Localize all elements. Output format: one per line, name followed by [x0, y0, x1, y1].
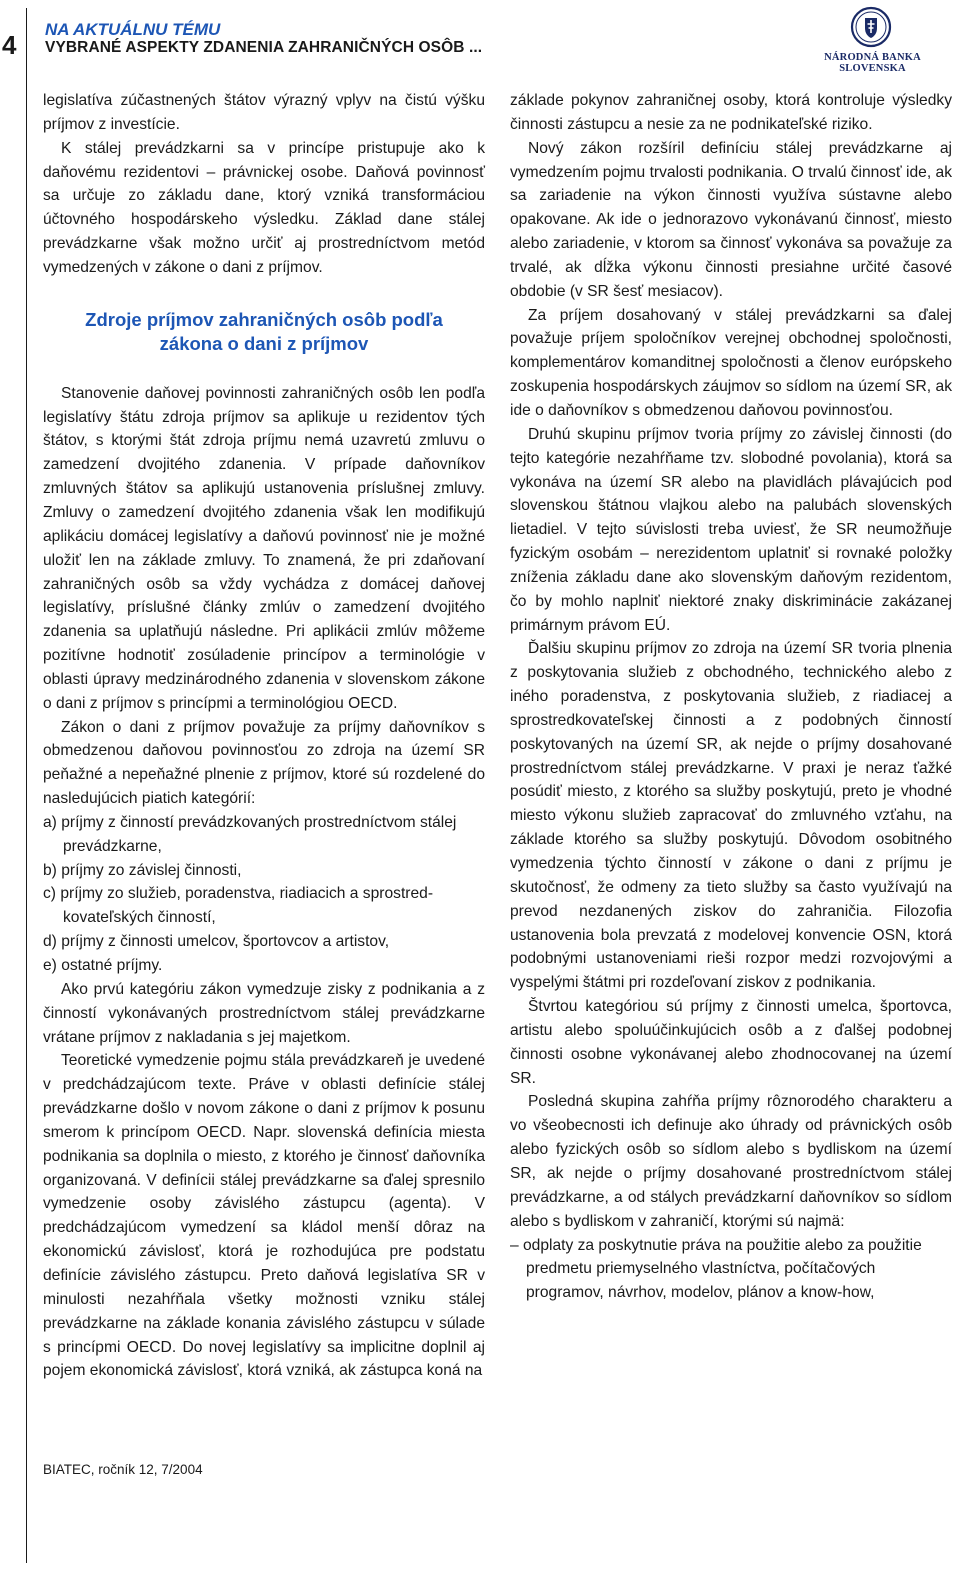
- income-categories-list: [43, 811, 485, 978]
- paragraph: Ďalšiu skupinu príjmov zo zdroja na území SR tvoria plnenia z poskytovania služieb z obchodného, technického alebo z iného poradenstva, z poskytovania služieb, z riadiacej a sprostredkovateľskej činnosti a z podobných činností poskytovaných na území SR, ak nejde o príjmy dosahované prostredníctvom stálej prevádzkarne. V praxi je neraz ťažké posúdiť miesto, z ktorého sa služby poskytujú, preto je vhodné miesto výkonu služieb zapracovať do zmluvného vzťahu, na základe ktorého sa služby poskytujú. Dôvodom osobitného vymedzenia týchto činností v zákone o dani z príjmu je skutočnosť, že odmeny za tieto služby sa často využívajú na prevod nezdanených ziskov do zahraničia. Filozofia ustanovenia bola prevzatá z modelovej konvencie OSN, ktorá podobnými ustanoveniami rieši rozpor medzi rozvojovými a vyspelými štátmi pri rozdeľovaní ziskov z podnikania.: [510, 640, 952, 992]
- margin-rule: [26, 8, 27, 1563]
- footer-citation: BIATEC, ročník 12, 7/2004: [43, 1462, 203, 1477]
- page-number: 4: [2, 30, 17, 60]
- list-item: e) ostatné príjmy.: [43, 957, 163, 974]
- paragraph: Za príjem dosahovaný v stálej prevádzkarni sa ďalej považuje príjem spoločníkov verejnej obchodnej spoločnosti, komplementárov komanditnej spoločnosti a členov európskeho zoskupenia hospodárskych záujmov so sídlom na území SR, ak ide o daňovníkov s obmedzenou daňovou povinnosťou.: [510, 306, 952, 419]
- paragraph: Druhú skupinu príjmov tvoria príjmy zo závislej činnosti (do tejto kategórie nezahŕňame tzv. slobodné povolania), ktorá sa vykonáva na území SR alebo na plavidlách plávajúcich pod slovenskou štátnou vlajkou alebo na palubách slovenských lietadiel. V tejto súvislosti treba uviesť, že SR neumožňuje fyzickým osobám – nerezidentom uplatniť si rovnaké položky zníženia základu dane ako slovenským daňovým rezidentom, čo by mohlo naplniť niektoré znaky diskriminácie zakázanej primárnym právom EÚ.: [510, 425, 952, 634]
- section-title: VYBRANÉ ASPEKTY ZDANENIA ZAHRANIČNÝCH OSÔB ...: [45, 39, 483, 56]
- paragraph: Stanovenie daňovej povinnosti zahraničných osôb len podľa legislatívy štátu zdroja príjmov sa aplikuje u rezidentov tých štátov, s ktorými štát zdroja príjmu nemá uzavretú zmluvu o zamedzení dvojitého zdanenia. V prípade daňovníkov zmluvných štátov sa aplikujú ustanovenia príslušnej zmluvy. Zmluvy o zamedzení dvojitého zdanenia však len modifikujú aplikáciu domácej legislatívy a daňovú povinnosť nie je možné uložiť len na základe zmluvy. To znamená, že pri zdaňovaní zahraničných osôb sa vždy vychádza z domácej daňovej legislatívy, príslušné články zmlúv o zamedzení dvojitého zdanenia sa uplatňujú následne. Pri aplikácii zmlúv môžeme pozitívne hodnotiť zosúladenie princípov a terminológie v oblasti úpravy medzinárodného zdanenia v slovenskom zákone o dani z príjmov s princípmi a terminológiou OECD.: [43, 384, 485, 712]
- list-item: c) príjmy zo služieb, poradenstva, riadiacich a sprostredkovateľských činností,: [43, 885, 434, 927]
- royalties-list: [510, 1234, 952, 1306]
- logo-text: NÁRODNÁ BANKA SLOVENSKA: [824, 52, 921, 74]
- paragraph: legislatíva zúčastnených štátov výrazný vplyv na čistú výšku príjmov z investície.: [43, 92, 485, 133]
- paragraph: Ako prvú kategóriu zákon vymedzuje zisky z podnikania a z činností vykonávaných prostredníctvom stálej prevádzkarne vrátane príjmov z nakladania s jej majetkom.: [43, 980, 485, 1046]
- section-heading: Zdroje príjmov zahraničných osôb podľa zákona o dani z príjmov: [85, 308, 443, 354]
- paragraph: Štvrtou kategóriou sú príjmy z činnosti umelca, športovca, artistu alebo spoluúčinkujúcich osôb a z ďalšej podobnej činnosti osobne vykonávanej alebo zhodnocovanej na území SR.: [510, 998, 952, 1087]
- paragraph: K stálej prevádzkarni sa v princípe pristupuje ako k daňovému rezidentovi – právnickej osobe. Daňová povinnosť sa určuje zo základu dane, ktorý vzniká transformáciou účtovného hospodárskeho výsledku. Základ dane stálej prevádzkarne však možno určiť aj prostredníctvom metód vymedzených v zákone o dani z príjmov.: [43, 139, 485, 276]
- list-item: a) príjmy z činností prevádzkovaných prostredníctvom stálej prevádzkarne,: [43, 813, 457, 855]
- paragraph: Posledná skupina zahŕňa príjmy rôznorodého charakteru a vo všeobecnosti ich definuje ako úhrady od právnických osôb alebo fyzických osôb so sídlom alebo s bydliskom na území SR, ak nejde o príjmy dosahované prostredníctvom stálej prevádzkarne, a od stálych prevádzkarní daňovníkov so sídlom alebo s bydliskom v zahraničí, ktorými sú najmä:: [510, 1093, 952, 1230]
- list-item: – odplaty za poskytnutie práva na použitie alebo za použitie predmetu priemyselného vlastníctva, počítačových programov, návrhov, modelov, plánov a know-how,: [510, 1236, 922, 1302]
- section-kicker: NA AKTUÁLNU TÉMU: [45, 20, 221, 39]
- paragraph: Zákon o dani z príjmov považuje za príjmy daňovníkov s obmedzenou daňovou povinnosťou zo zdroja na území SR peňažné a nepeňažné plnenie z príjmov, ktoré sú rozdelené do nasledujúcich piatich kategórií:: [43, 718, 485, 808]
- list-item: d) príjmy z činnosti umelcov, športovcov a artistov,: [43, 933, 390, 951]
- paragraph: Nový zákon rozšíril definíciu stálej prevádzkarne aj vymedzením pojmu trvalosti podnikania. O trvalú činnosť ide, ak sa zariadenie na výkon činnosti využíva sústavne alebo opakovane. Ak ide o jednorazovo vykonávanú činnosť, miesto alebo zariadenie, v ktorom sa činnosť vykonáva sa považuje za trvalé, ak dĺžka výkonu činnosti presiahne určité časové obdobie (v SR šesť mesiacov).: [510, 139, 952, 300]
- left-column: [43, 89, 485, 1383]
- paragraph: základe pokynov zahraničnej osoby, ktorá kontroluje výsledky činnosti zástupcu a nesie za ne podnikateľské riziko.: [510, 92, 952, 133]
- right-column: [510, 89, 952, 1305]
- list-item: b) príjmy zo závislej činnosti,: [43, 861, 242, 879]
- nbs-emblem-icon: [848, 6, 894, 48]
- paragraph: Teoretické vymedzenie pojmu stála prevádzkareň je uvedené v predchádzajúcom texte. Práve v oblasti definície stálej prevádzkarne došlo v novom zákone o dani z príjmov k posunu smerom k princípom OECD. Napr. slovenská definícia miesta podnikania sa doplnila o miesto, z ktorého je činnosť daňovníka organizovaná. V definícii stálej prevádzkarne sa ďalej spresnilo vymedzenie osoby závislého zástupcu (agenta). V predchádzajúcom vymedzení sa kládol menší dôraz na ekonomickú závislosť, ktorá je rozhodujúca pre podstatu definície závislého zástupcu. Preto daňová legislatíva SR v minulosti nezahŕňala všetky možnosti vzniku stálej prevádzkarne na základe konania závislého zástupcu v súlade s princípmi OECD. Do novej legislatívy sa implicitne doplnil aj pojem ekonomická závislosť, ktorá vzniká, ak zástupca koná na: [43, 1052, 485, 1380]
- nbs-logo: [790, 6, 955, 74]
